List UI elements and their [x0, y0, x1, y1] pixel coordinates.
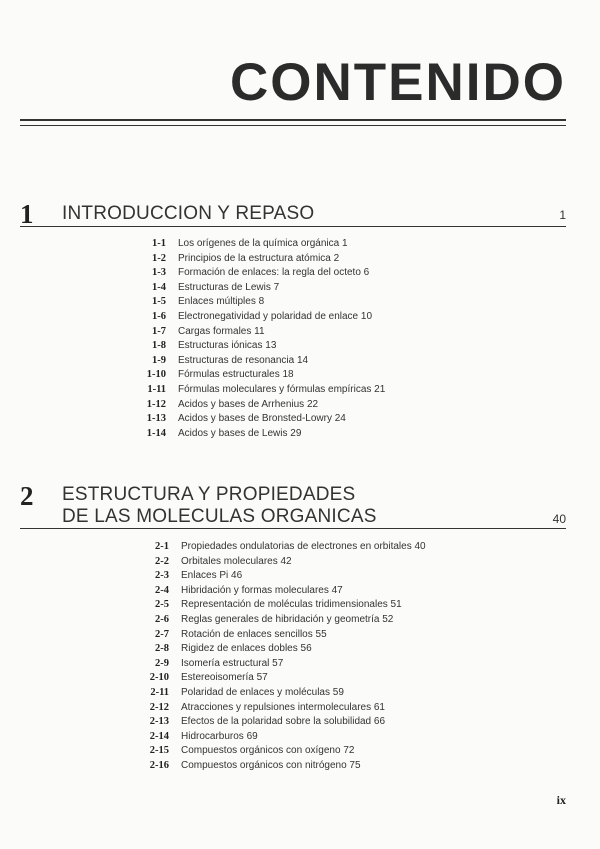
- toc-entry[interactable]: [132, 238, 385, 253]
- section-number: 1-13: [146, 413, 166, 425]
- section-number: 2-3: [155, 570, 169, 582]
- section-title: Propiedades ondulatorias de electrones en orbitales 40: [181, 541, 426, 552]
- section-number: 1-5: [152, 296, 166, 308]
- section-title: Representación de moléculas tridimensionales 51: [181, 599, 402, 611]
- chapter-1-page: 1: [559, 208, 566, 222]
- toc-entry[interactable]: [132, 267, 385, 282]
- toc-entry[interactable]: [132, 296, 385, 311]
- toc-entry[interactable]: [132, 311, 385, 326]
- section-number: 2-13: [149, 716, 169, 728]
- section-number: 2-4: [155, 584, 169, 596]
- section-number: 1-2: [152, 252, 166, 264]
- section-number: 1-1: [152, 238, 166, 249]
- section-number: 2-12: [149, 701, 169, 713]
- toc-entry[interactable]: [132, 340, 385, 355]
- section-number: 2-5: [155, 599, 169, 611]
- section-number: 2-8: [155, 643, 169, 655]
- section-number: 1-7: [152, 325, 166, 337]
- toc-entry[interactable]: [132, 716, 426, 731]
- section-number: 2-7: [155, 628, 169, 640]
- section-title: Efectos de la polaridad sobre la solubilidad 66: [181, 716, 386, 728]
- page-number: ix: [556, 793, 566, 807]
- chapter-1-title[interactable]: [62, 203, 314, 225]
- section-number: 1-4: [152, 281, 166, 293]
- section-title: Orbitales moleculares 42: [181, 555, 292, 567]
- section-title: Acidos y bases de Arrhenius 22: [178, 398, 319, 410]
- section-number: 1-10: [146, 369, 166, 381]
- section-title: Isomería estructural 57: [181, 657, 284, 669]
- toc-entry[interactable]: [132, 326, 385, 341]
- chapter-1-rule: [20, 226, 566, 227]
- chapter-1-number: 1: [20, 199, 34, 229]
- section-title: Cargas formales 11: [178, 325, 265, 337]
- toc-entry[interactable]: [132, 282, 385, 297]
- section-title: Polaridad de enlaces y moléculas 59: [181, 686, 344, 698]
- section-number: 2-14: [149, 730, 169, 742]
- toc-entry[interactable]: [132, 731, 426, 746]
- section-title: Estereoisomería 57: [181, 672, 268, 684]
- section-title: Electronegatividad y polaridad de enlace 10: [178, 310, 373, 322]
- section-title: Reglas generales de hibridación y geometría 52: [181, 613, 394, 625]
- section-title: Fórmulas moleculares y fórmulas empíricas 21: [178, 383, 386, 395]
- toc-entry[interactable]: [132, 585, 426, 600]
- toc-entry[interactable]: [132, 760, 426, 775]
- section-number: 2-2: [155, 555, 169, 567]
- chapter-2-number: 2: [20, 481, 34, 511]
- section-title: Los orígenes de la química orgánica 1: [178, 238, 348, 249]
- section-number: 2-15: [149, 745, 169, 757]
- toc-entry[interactable]: [132, 413, 385, 428]
- chapter-2-rule: [20, 528, 566, 529]
- section-number: 2-10: [149, 672, 169, 684]
- section-number: 1-9: [152, 354, 166, 366]
- section-title: Atracciones y repulsiones intermoleculares 61: [181, 701, 385, 713]
- section-title: Estructuras de resonancia 14: [178, 354, 309, 366]
- section-title: Rotación de enlaces sencillos 55: [181, 628, 327, 640]
- section-title: Estructuras de Lewis 7: [178, 281, 280, 293]
- toc-entry[interactable]: [132, 570, 426, 585]
- section-title: Enlaces múltiples 8: [178, 296, 265, 308]
- section-number: 1-12: [146, 398, 166, 410]
- chapter-2-page: 40: [552, 512, 566, 526]
- toc-entry[interactable]: [132, 643, 426, 658]
- toc-entry[interactable]: [132, 541, 426, 556]
- section-number: 2-16: [149, 759, 169, 771]
- toc-entry[interactable]: [132, 672, 426, 687]
- toc-entry[interactable]: [132, 629, 426, 644]
- section-title: Acidos y bases de Bronsted-Lowry 24: [178, 413, 346, 425]
- page-title: CONTENIDO: [230, 53, 566, 112]
- section-title: Fórmulas estructurales 18: [178, 369, 294, 381]
- toc-entry[interactable]: [132, 399, 385, 414]
- toc-entry[interactable]: [132, 428, 385, 443]
- section-number: 2-9: [155, 657, 169, 669]
- section-title: Formación de enlaces: la regla del octeto 6: [178, 267, 370, 279]
- section-title: Compuestos orgánicos con nitrógeno 75: [181, 759, 361, 771]
- section-title: Hibridación y formas moleculares 47: [181, 584, 343, 596]
- section-title: Enlaces Pi 46: [181, 570, 243, 582]
- toc-entry[interactable]: [132, 556, 426, 571]
- chapter-2-title[interactable]: [62, 484, 377, 528]
- section-number: 1-3: [152, 267, 166, 279]
- section-title: Estructuras iónicas 13: [178, 340, 277, 352]
- chapter-2-title-line-1: ESTRUCTURA Y PROPIEDADES: [62, 484, 356, 505]
- section-title: Hidrocarburos 69: [181, 730, 258, 742]
- toc-entry[interactable]: [132, 658, 426, 673]
- chapter-1-title-line: INTRODUCCION Y REPASO: [62, 203, 315, 224]
- section-number: 1-6: [152, 310, 166, 322]
- section-title: Compuestos orgánicos con oxígeno 72: [181, 745, 355, 757]
- section-number: 1-11: [147, 383, 166, 395]
- toc-entry[interactable]: [132, 745, 426, 760]
- toc-entry[interactable]: [132, 355, 385, 370]
- section-number: 1-8: [152, 340, 166, 352]
- chapter-2-title-line-2: DE LAS MOLECULAS ORGANICAS: [62, 506, 377, 527]
- section-number: 2-1: [155, 541, 169, 552]
- section-number: 2-6: [155, 613, 169, 625]
- section-title: Rigidez de enlaces dobles 56: [181, 643, 312, 655]
- section-title: Acidos y bases de Lewis 29: [178, 427, 302, 439]
- section-number: 1-14: [146, 427, 166, 439]
- toc-entry[interactable]: [132, 599, 426, 614]
- title-rule-thin: [20, 125, 566, 126]
- toc-entry[interactable]: [132, 253, 385, 268]
- title-rule-thick: [20, 119, 566, 121]
- section-title: Principios de la estructura atómica 2: [178, 252, 340, 264]
- toc-entry[interactable]: [132, 384, 385, 399]
- chapter-2-section-list: [132, 541, 426, 775]
- toc-entry[interactable]: [132, 369, 385, 384]
- toc-entry[interactable]: [132, 687, 426, 702]
- toc-entry[interactable]: [132, 614, 426, 629]
- toc-entry[interactable]: [132, 702, 426, 717]
- section-number: 2-11: [150, 686, 169, 698]
- chapter-1-section-list: [132, 238, 385, 442]
